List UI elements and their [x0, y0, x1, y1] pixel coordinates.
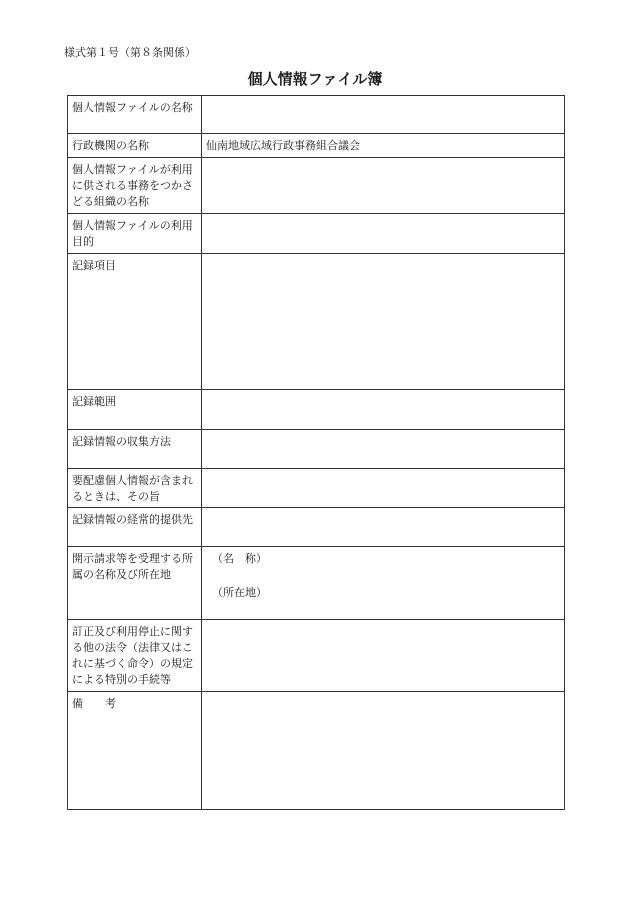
value-collection-method	[202, 430, 565, 469]
label-disclosure-office: 開示請求等を受理する所属の名称及び所在地	[68, 547, 202, 620]
row-remarks	[68, 692, 565, 810]
value-special-procedures	[202, 620, 565, 692]
value-file-name	[202, 96, 565, 134]
form-number: 様式第１号（第８条関係）	[64, 46, 196, 59]
label-collection-method: 記録情報の収集方法	[68, 430, 202, 469]
label-organization: 個人情報ファイルが利用に供される事務をつかさどる組織の名称	[68, 158, 202, 214]
row-special-care	[68, 469, 565, 508]
row-record-scope	[68, 390, 565, 430]
value-regular-recipients	[202, 508, 565, 547]
label-regular-recipients: 記録情報の経常的提供先	[68, 508, 202, 547]
document-title: 個人情報ファイル簿	[247, 70, 383, 88]
value-disclosure-office	[202, 547, 565, 620]
label-record-scope: 記録範囲	[68, 390, 202, 430]
value-record-scope	[202, 390, 565, 430]
label-special-procedures: 訂正及び利用停止に関する他の法令（法律又はこれに基づく命令）の規定による特別の手続等	[68, 620, 202, 692]
value-agency-name: 仙南地域広域行政事務組合議会	[202, 134, 565, 158]
value-organization	[202, 158, 565, 214]
row-disclosure-office	[68, 547, 565, 620]
value-special-care	[202, 469, 565, 508]
label-agency-name: 行政機関の名称	[68, 134, 202, 158]
label-file-name: 個人情報ファイルの名称	[68, 96, 202, 134]
remarks-label-text: 備考	[72, 697, 138, 710]
value-record-items	[202, 254, 565, 390]
value-remarks	[202, 692, 565, 810]
row-regular-recipients	[68, 508, 565, 547]
row-record-items	[68, 254, 565, 390]
row-agency-name	[68, 134, 565, 158]
office-name-label: （名 称）	[212, 552, 267, 565]
register-table	[67, 95, 565, 810]
label-remarks	[68, 692, 202, 810]
row-organization	[68, 158, 565, 214]
value-purpose	[202, 214, 565, 254]
row-collection-method	[68, 430, 565, 469]
label-special-care: 要配慮個人情報が含まれるときは、その旨	[68, 469, 202, 508]
row-file-name	[68, 96, 565, 134]
label-record-items: 記録項目	[68, 254, 202, 390]
office-address-label: （所在地）	[212, 586, 267, 599]
row-special-procedures	[68, 620, 565, 692]
label-purpose: 個人情報ファイルの利用目的	[68, 214, 202, 254]
row-purpose	[68, 214, 565, 254]
